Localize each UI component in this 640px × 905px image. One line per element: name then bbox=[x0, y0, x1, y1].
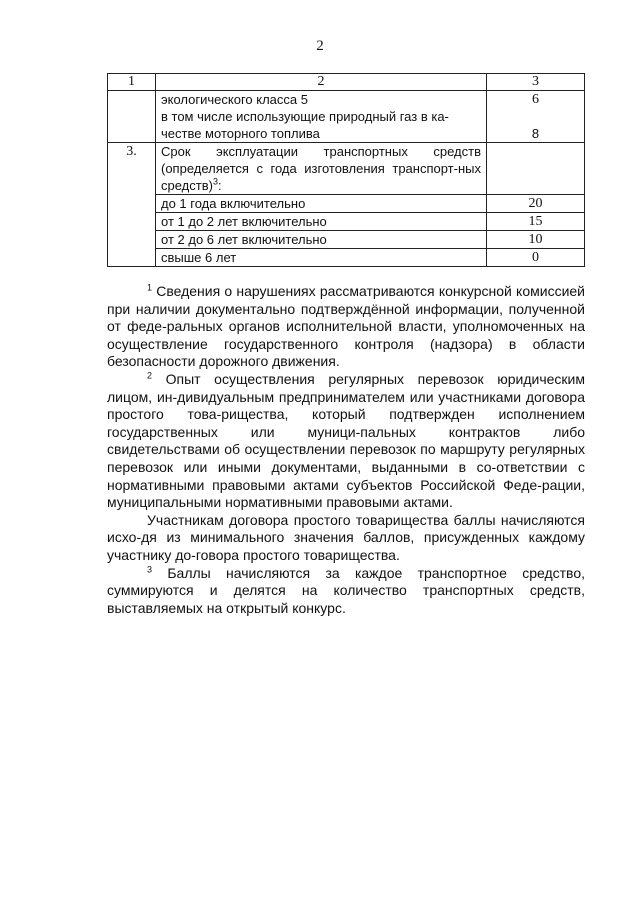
footnote-text: Участникам договора простого товарищества баллы начисляются исхо-дя из минимального значения баллов, присужденных каждому участнику до-говора простого товарищества. bbox=[107, 511, 585, 563]
footnote bbox=[107, 512, 585, 565]
page-number: 2 bbox=[316, 38, 324, 54]
criteria-line: честве моторного топлива bbox=[161, 126, 320, 141]
score-cell bbox=[487, 91, 585, 143]
table-row bbox=[108, 213, 585, 231]
score-value: 15 bbox=[487, 213, 585, 231]
score-value: 6 bbox=[532, 92, 539, 107]
table-row bbox=[108, 231, 585, 249]
criteria-cell bbox=[156, 91, 487, 143]
header-col-3: 3 bbox=[487, 74, 585, 91]
criteria-cell bbox=[156, 143, 487, 195]
criteria-line: экологического класса 5 bbox=[161, 92, 308, 107]
footnote-mark: 2 bbox=[147, 370, 153, 381]
sub-criteria-label: свыше 6 лет bbox=[156, 249, 487, 267]
footnote-text: Сведения о нарушениях рассматриваются конкурсной комиссией при наличии документально подтверждённой информации, полученной от феде-ральных органов исполнительной власти, уполномоченных на осуществление государственного контроля (надзора) в области безопасности дорожного движения. bbox=[107, 283, 585, 370]
footnotes bbox=[107, 283, 585, 617]
row-number-cell: 3. bbox=[108, 143, 156, 267]
footnote bbox=[107, 371, 585, 512]
header-col-2: 2 bbox=[156, 74, 487, 91]
header-col-1: 1 bbox=[108, 74, 156, 91]
score-value: 20 bbox=[487, 195, 585, 213]
table-row bbox=[108, 195, 585, 213]
footnote bbox=[107, 283, 585, 371]
sub-criteria-label: от 2 до 6 лет включительно bbox=[156, 231, 487, 249]
criteria-line: в том числе использующие природный газ в ка- bbox=[161, 109, 449, 124]
footnote-mark: 3 bbox=[147, 563, 153, 574]
sub-criteria-label: от 1 до 2 лет включительно bbox=[156, 213, 487, 231]
sub-criteria-label: до 1 года включительно bbox=[156, 195, 487, 213]
footnote-ref: 3 bbox=[212, 176, 218, 187]
row-number-cell bbox=[108, 91, 156, 143]
footnote-text: Опыт осуществления регулярных перевозок юридическим лицом, ин-дивидуальным предпринимателем или участниками договора простого това-рищества, который подтвержден исполнением государственных или муници-пальных контрактов либо свидетельствами об осуществлении перевозок по маршруту регулярных перевозок или иными документами, выданными в со-ответствии с нормативными правовыми актами субъектов Российской Феде-рации, муниципальными нормативными правовыми актами. bbox=[107, 370, 585, 511]
table-header-row bbox=[108, 74, 585, 91]
score-value: 10 bbox=[487, 231, 585, 249]
footnote bbox=[107, 565, 585, 618]
table-row bbox=[108, 249, 585, 267]
criteria-suffix: : bbox=[217, 178, 222, 193]
table-row bbox=[108, 143, 585, 195]
table-row bbox=[108, 91, 585, 143]
score-value: 8 bbox=[531, 126, 540, 141]
score-cell bbox=[487, 143, 585, 195]
scoring-table bbox=[107, 73, 585, 267]
score-value: 0 bbox=[487, 249, 585, 267]
criteria-text: Срок эксплуатации транспортных средств (определяется с года изготовления транспорт-ных средств) bbox=[161, 144, 481, 193]
footnote-text: Баллы начисляются за каждое транспортное средство, суммируются и делятся на количество транспортных средств, выставляемых на открытый конкурс. bbox=[107, 564, 586, 616]
footnote-mark: 1 bbox=[147, 282, 153, 293]
